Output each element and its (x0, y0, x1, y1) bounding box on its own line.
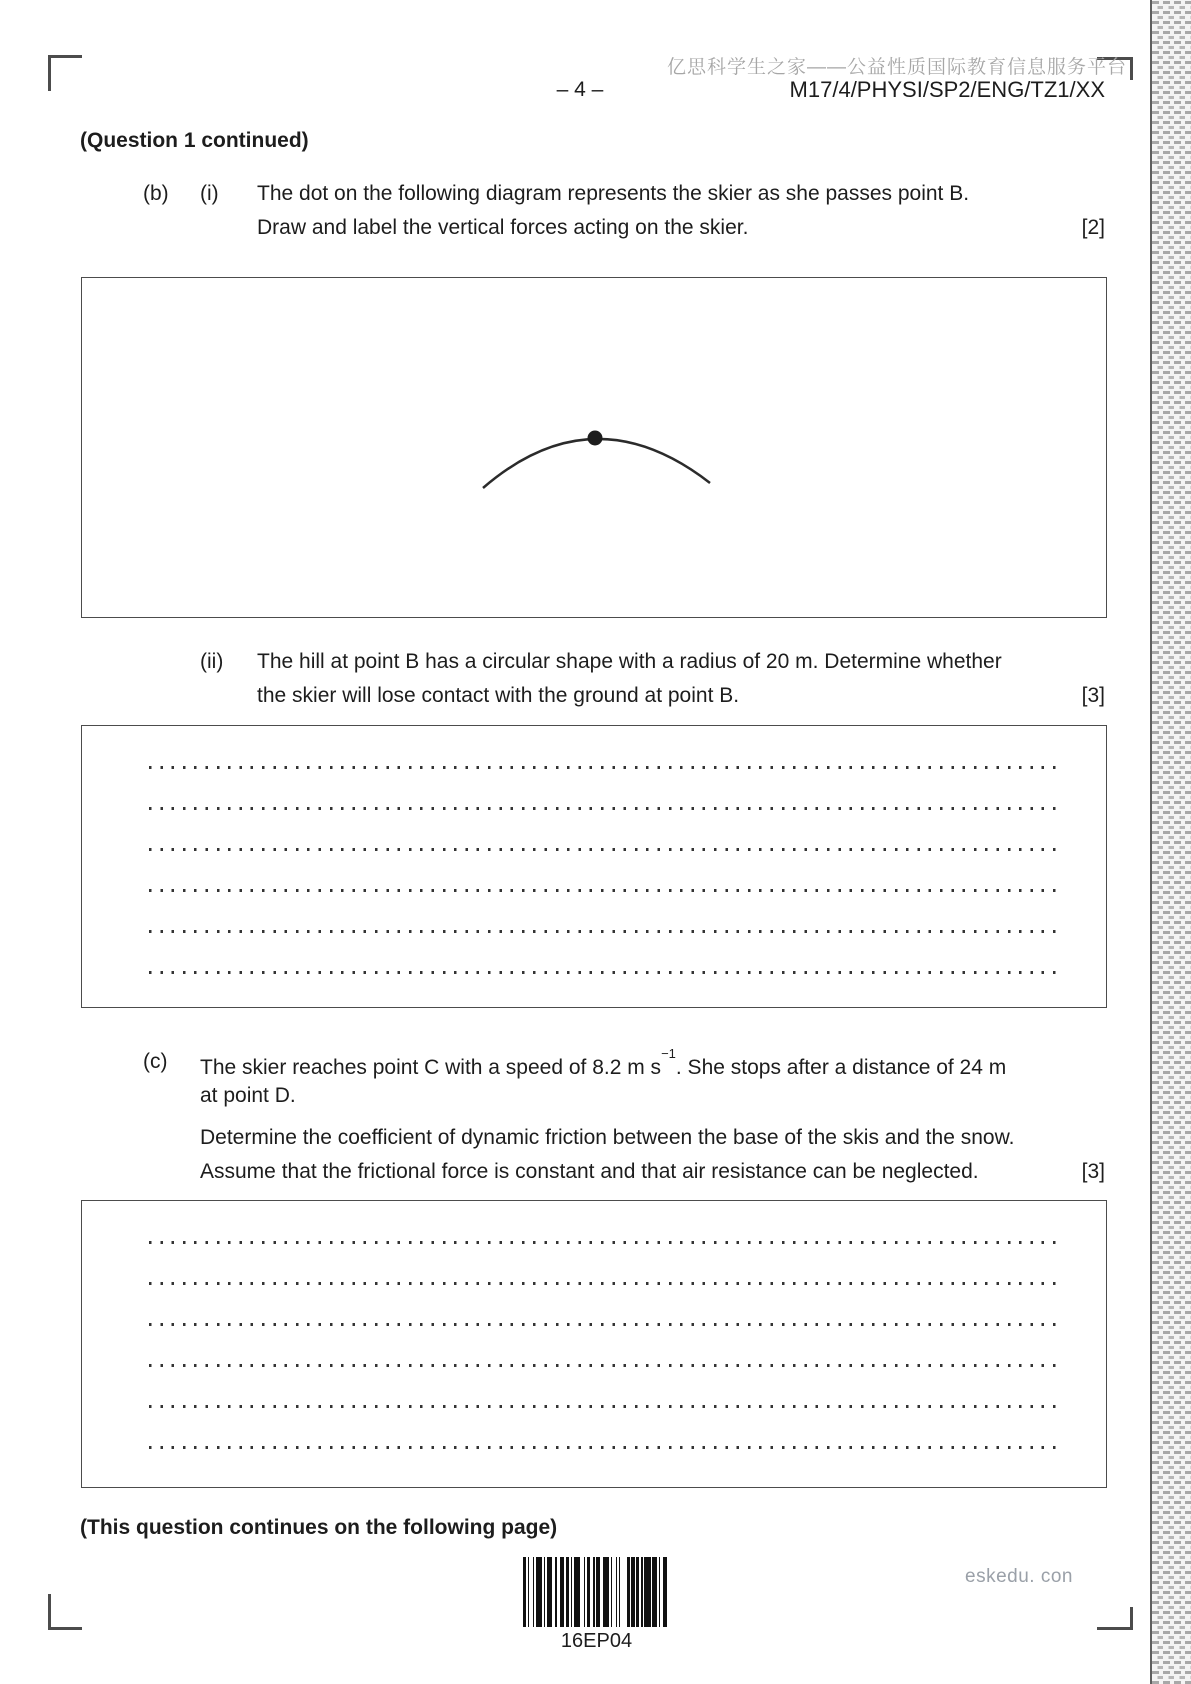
part-b-label: (b) (143, 182, 169, 205)
dotted-answer-line (149, 930, 1056, 933)
dotted-answer-line (149, 1241, 1056, 1244)
corner-mark-bottom-right (1097, 1607, 1133, 1630)
footer-site-watermark: eskedu. con (965, 1566, 1073, 1587)
dotted-answer-line (149, 848, 1056, 851)
dotted-answer-line (149, 889, 1056, 892)
part-c-para1-line-2: at point D. (200, 1084, 296, 1107)
part-c-speed-text: The skier reaches point C with a speed of 8.2 m s (200, 1056, 662, 1079)
part-b-i-marks: [2] (1081, 216, 1105, 239)
part-c-para1-line-1 (200, 1045, 1006, 1079)
dotted-answer-line (149, 971, 1056, 974)
part-c-para2-line-2: Assume that the frictional force is constant and that air resistance can be neglected. (200, 1160, 979, 1183)
part-b-ii-marks: [3] (1081, 684, 1105, 707)
answer-box-2 (81, 1200, 1107, 1488)
part-c-label: (c) (143, 1050, 168, 1073)
part-c-marks: [3] (1081, 1160, 1105, 1183)
part-b-ii-line-1: The hill at point B has a circular shape with a radius of 20 m. Determine whether (257, 650, 1002, 673)
superscript-exponent: −1 (661, 1046, 676, 1061)
dotted-answer-line (149, 766, 1056, 769)
question-heading: (Question 1 continued) (80, 129, 309, 152)
diagram-box (81, 277, 1107, 618)
skier-dot (588, 431, 603, 446)
part-c-distance-text: . She stops after a distance of 24 m (675, 1056, 1007, 1079)
part-b-ii-line-2: the skier will lose contact with the ground at point B. (257, 684, 740, 707)
part-b-ii-label: (ii) (200, 650, 224, 673)
hatch-pattern (1152, 0, 1191, 1684)
part-b-i-line-1: The dot on the following diagram represents the skier as she passes point B. (257, 182, 970, 205)
part-b-i-label: (i) (200, 182, 219, 205)
dotted-answer-line (149, 1323, 1056, 1326)
continuation-note: (This question continues on the following page) (80, 1516, 558, 1539)
corner-mark-top-left (48, 55, 82, 91)
page-number: – 4 – (556, 78, 604, 101)
part-b-i-text (257, 177, 969, 245)
header-site-watermark: 亿思科学生之家——公益性质国际教育信息服务平台 (667, 57, 1128, 78)
dotted-answer-line (149, 1446, 1056, 1449)
hill-diagram-svg (82, 278, 1105, 616)
paper-code: M17/4/PHYSI/SP2/ENG/TZ1/XX (789, 77, 1105, 102)
dotted-answer-line (149, 1405, 1056, 1408)
part-c-para2-line-1: Determine the coefficient of dynamic friction between the base of the skis and the snow. (200, 1126, 1015, 1149)
dotted-answer-line (149, 1364, 1056, 1367)
part-b-ii-text (257, 645, 1002, 713)
hill-curve (483, 439, 710, 488)
barcode (523, 1557, 670, 1627)
barcode-label: 16EP04 (560, 1630, 633, 1652)
part-c-para1 (200, 1045, 1006, 1113)
corner-mark-bottom-left (48, 1594, 82, 1630)
answer-box-1 (81, 725, 1107, 1008)
dotted-answer-line (149, 1282, 1056, 1285)
part-b-i-line-2: Draw and label the vertical forces acting on the skier. (257, 216, 749, 239)
part-c-para2 (200, 1121, 1014, 1189)
hatched-edge-strip (1150, 0, 1191, 1684)
dotted-answer-line (149, 807, 1056, 810)
